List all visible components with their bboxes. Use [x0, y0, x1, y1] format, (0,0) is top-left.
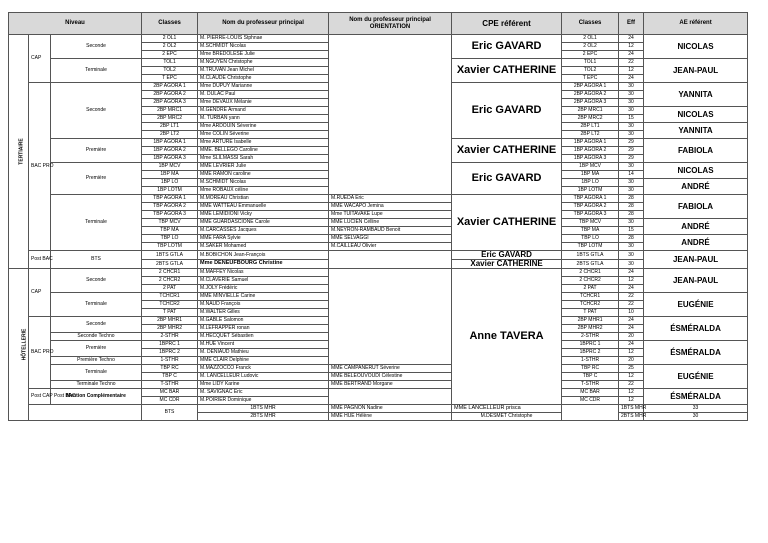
header-classes: Classes [142, 13, 198, 35]
level-cap: CAP [29, 269, 51, 317]
ae-referent: YANNITA [644, 83, 748, 107]
effectif: 24 [619, 317, 644, 325]
sublevel-seconde: Seconde [51, 83, 142, 139]
ae-referent: ANDRÉ [644, 235, 748, 251]
prof-principal: MME PAGNON Nadine [329, 405, 452, 413]
class-name-right: 2 OL2 [562, 43, 619, 51]
sublevel-terminale: Terminale [51, 365, 142, 381]
class-name-right: MC BAR [562, 389, 619, 397]
class-name-right: T-STHR [562, 381, 619, 389]
effectif: 30 [619, 131, 644, 139]
class-name: 2BTS MHR [198, 413, 329, 421]
prof-orientation: M.RUEDA Eric [329, 195, 452, 203]
effectif: 12 [619, 397, 644, 405]
sublevel-bts: BTS [142, 405, 198, 421]
prof-principal: M.TRUVAN Jean Michel [198, 67, 329, 75]
effectif: 30 [619, 251, 644, 260]
class-name-right: 2BP AGORA 2 [562, 91, 619, 99]
cpe-referent: Anne TAVERA [452, 269, 562, 405]
class-name-right: TBP AGORA 1 [562, 195, 619, 203]
class-name: 2BP AGORA 1 [142, 83, 198, 91]
prof-principal: M. DENIAUD Mathieu [198, 349, 329, 357]
class-name: TCHCR2 [142, 301, 198, 309]
prof-principal: Mme DUPUY Marianne [198, 83, 329, 91]
header-ae: AE référent [644, 13, 748, 35]
effectif: 28 [619, 235, 644, 243]
prof-principal: MME CLAIR Delphine [198, 357, 329, 365]
class-name: TBP C [142, 373, 198, 381]
effectif: 22 [619, 293, 644, 301]
class-name: 2BP LT2 [142, 131, 198, 139]
class-name-right: 1BTS GTLA [562, 251, 619, 260]
class-name: 2BP AGORA 2 [142, 91, 198, 99]
effectif: 30 [619, 260, 644, 269]
prof-principal: M.GENDRE Armand [198, 107, 329, 115]
class-name: 1BP LOTM [142, 187, 198, 195]
class-name: T PAT [142, 309, 198, 317]
prof-principal: Mme BREDOLESE Julie [198, 51, 329, 59]
class-name-right: TBP RC [562, 365, 619, 373]
class-name-right: TBP AGORA 3 [562, 211, 619, 219]
class-name-right: TCHCR1 [562, 293, 619, 301]
class-name-right: 1BP AGORA 1 [562, 139, 619, 147]
prof-principal: MME. BELLEGO Caroline [198, 147, 329, 155]
effectif: 28 [619, 195, 644, 203]
sublevel-mention: Mention Complémentaire [51, 389, 142, 405]
class-name: 2BP MHR1 [142, 317, 198, 325]
class-name-right: 2BP AGORA 1 [562, 83, 619, 91]
header-niveau: Niveau [9, 13, 142, 35]
class-table [8, 12, 748, 421]
class-name-right: 1BP AGORA 3 [562, 155, 619, 163]
prof-principal: M.MAFFEY Nicolas [198, 269, 329, 277]
effectif: 30 [619, 99, 644, 107]
class-name: MC CDR [142, 397, 198, 405]
cpe-referent [562, 405, 619, 421]
class-name: TBP LO [142, 235, 198, 243]
class-name-right: 2 CHCR1 [562, 269, 619, 277]
class-name-right: 2 CHCR2 [562, 277, 619, 285]
effectif: 30 [619, 187, 644, 195]
prof-orientation [329, 269, 452, 365]
class-name: 1BP AGORA 3 [142, 155, 198, 163]
effectif: 30 [619, 179, 644, 187]
sublevel-terminale: Terminale [51, 195, 142, 251]
prof-orientation: M.NEYRON-RAMBAUD Benoit [329, 227, 452, 235]
class-name-right: 2-STHR [562, 333, 619, 341]
sublevel-premiere-techno: Première Techno [51, 357, 142, 365]
cpe-referent: Eric GAVARD [452, 251, 562, 260]
class-name: TOL2 [142, 67, 198, 75]
class-name-right: 2 PAT [562, 285, 619, 293]
sublevel-seconde: Seconde [51, 317, 142, 333]
table-row [9, 269, 748, 277]
prof-principal: M. SAVIGNAC Eric [198, 389, 329, 397]
class-name: TBP AGORA 1 [142, 195, 198, 203]
effectif: 22 [619, 59, 644, 67]
header-cpe: CPE référent [452, 13, 562, 35]
prof-principal: MME HUE Hélène [329, 413, 452, 421]
ae-referent: FABIOLA [644, 195, 748, 219]
prof-principal: MME RAMON caroline [198, 171, 329, 179]
class-name: 2BP AGORA 3 [142, 99, 198, 107]
level-post-bac: Post BAC [29, 251, 51, 269]
prof-principal: Mme ROBAUX céline [198, 187, 329, 195]
table-row [9, 405, 748, 413]
sublevel-terminale: Terminale [51, 293, 142, 317]
class-name: TBP MCV [142, 219, 198, 227]
class-name: 1BP AGORA 1 [142, 139, 198, 147]
prof-principal: M.MAZZOCCO Franck [198, 365, 329, 373]
class-name: 1BTS GTLA [142, 251, 198, 260]
cpe-mme-lancelleur: MME LANCELLEUR prisca [452, 405, 562, 413]
prof-principal: M.POIRIER Dominique [198, 397, 329, 405]
prof-orientation [329, 389, 452, 405]
class-name-right: TBP MA [562, 227, 619, 235]
table-row [9, 365, 748, 373]
ae-referent: EUGÉNIE [644, 365, 748, 389]
class-name-right: 2 EPC [562, 51, 619, 59]
table-row [9, 381, 748, 389]
class-name: TBP AGORA 3 [142, 211, 198, 219]
effectif: 25 [619, 365, 644, 373]
ae-referent: ÉSMÉRALDA [644, 389, 748, 405]
sublevel-premiere: Première [51, 139, 142, 163]
effectif: 30 [619, 123, 644, 131]
table-row [9, 251, 748, 260]
prof-principal: M.GABLE Salomon [198, 317, 329, 325]
effectif: 24 [619, 75, 644, 83]
prof-orientation: M.CAILLEAU Olivier [329, 243, 452, 251]
prof-orientation: MME WACAPO Jemina [329, 203, 452, 211]
ae-referent: JEAN-PAUL [644, 59, 748, 83]
prof-principal: M. LANCELLEUR Ludovic [198, 373, 329, 381]
class-name-right: T PAT [562, 309, 619, 317]
prof-principal: Mme DEVAUX Mélanie [198, 99, 329, 107]
class-name-right: 2BP LT2 [562, 131, 619, 139]
class-name-right: 1BTS MHR [619, 405, 644, 413]
class-name: 1BTS MHR [198, 405, 329, 413]
effectif: 24 [619, 325, 644, 333]
class-name: 1-STHR [142, 357, 198, 365]
sublevel-premiere: Première [51, 341, 142, 357]
ae-referent: FABIOLA [644, 139, 748, 163]
ae-referent: NICOLAS [644, 163, 748, 179]
class-name: TOL1 [142, 59, 198, 67]
class-name: 2 OL1 [142, 35, 198, 43]
effectif: 10 [619, 309, 644, 317]
prof-principal: MME FARA Sylvie [198, 235, 329, 243]
effectif: 20 [619, 357, 644, 365]
class-name-right: TOL2 [562, 67, 619, 75]
prof-principal: M.SCHMIDT Nicolas [198, 179, 329, 187]
prof-principal: MME GUARDASCIONE Carole [198, 219, 329, 227]
class-name-right: 2BTS MHR [619, 413, 644, 421]
effectif: 30 [619, 83, 644, 91]
sublevel-terminale: Terminale [51, 59, 142, 83]
class-name: 1BP AGORA 2 [142, 147, 198, 155]
level-empty [29, 405, 142, 421]
effectif: 22 [619, 381, 644, 389]
cpe-referent: Eric GAVARD [452, 163, 562, 195]
sublevel-terminale-techno: Terminale Techno [51, 381, 142, 389]
class-name: 2 EPC [142, 51, 198, 59]
ae-referent: ÉSMÉRALDA [644, 317, 748, 341]
class-name-right: TBP MCV [562, 219, 619, 227]
header-eff: Eff [619, 13, 644, 35]
class-name-right: 2BP MRC1 [562, 107, 619, 115]
prof-principal: M.CLAUDE Christophe [198, 75, 329, 83]
effectif: 12 [619, 43, 644, 51]
cpe-referent: Xavier CATHERINE [452, 260, 562, 269]
class-name: 2 OL2 [142, 43, 198, 51]
prof-orientation: MME BELEOUVOUDI Célestine [329, 373, 452, 381]
effectif: 29 [619, 139, 644, 147]
ae-referent: JEAN-PAUL [644, 269, 748, 293]
prof-principal: Mme ARTURE Isabelle [198, 139, 329, 147]
section-hotellerie [9, 269, 29, 421]
class-name-right: TOL1 [562, 59, 619, 67]
effectif: 30 [619, 243, 644, 251]
prof-principal: Mme COLIN Séverine [198, 131, 329, 139]
effectif: 20 [619, 333, 644, 341]
class-name-right: 1BP LOTM [562, 187, 619, 195]
sublevel-bts: BTS [51, 251, 142, 269]
class-name-right: 2 OL1 [562, 35, 619, 43]
cpe-desmet: M.DESMET Christophe [452, 413, 562, 421]
effectif: 24 [619, 51, 644, 59]
ae-referent: ANDRÉ [644, 179, 748, 195]
prof-principal: Mme LIDY Karine [198, 381, 329, 389]
prof-principal: M.HUE Vincent [198, 341, 329, 349]
prof-orientation: Mme TUITAVAKE Lupe [329, 211, 452, 219]
effectif: 28 [619, 203, 644, 211]
class-name: 2BP MHR2 [142, 325, 198, 333]
class-name-right: 2BP LT1 [562, 123, 619, 131]
class-name-right: 2BP MHR2 [562, 325, 619, 333]
class-name: TBP LOTM [142, 243, 198, 251]
class-name-right: 1BP MCV [562, 163, 619, 171]
class-name-right: TBP LO [562, 235, 619, 243]
class-name: MC BAR [142, 389, 198, 397]
prof-principal: M. DULAC Paul [198, 91, 329, 99]
prof-orientation: MME BERTRAND Morgane [329, 381, 452, 389]
effectif: 24 [619, 269, 644, 277]
cpe-referent: Eric GAVARD [452, 83, 562, 139]
ae-referent: ANDRÉ [644, 219, 748, 235]
class-name-right: T EPC [562, 75, 619, 83]
effectif: 30 [619, 163, 644, 171]
effectif: 12 [619, 67, 644, 75]
prof-principal: M. PIERRE-LOUIS Stphnae [198, 35, 329, 43]
class-name: 1BPRC 2 [142, 349, 198, 357]
level-cap: CAP [29, 35, 51, 83]
prof-principal: M.CLAVERIE Samuel [198, 277, 329, 285]
class-name-right: MC CDR [562, 397, 619, 405]
class-name: TCHCR1 [142, 293, 198, 301]
class-name: T-STHR [142, 381, 198, 389]
cpe-referent: Xavier CATHERINE [452, 195, 562, 251]
cpe-referent: Xavier CATHERINE [452, 139, 562, 163]
ae-referent: NICOLAS [644, 35, 748, 59]
class-name-right: 2BP MRC2 [562, 115, 619, 123]
effectif: 12 [619, 349, 644, 357]
effectif: 33 [644, 405, 748, 413]
prof-principal: M.NGUYEN Christophe [198, 59, 329, 67]
section-tertiaire [9, 35, 29, 269]
class-name-right: 1BP MA [562, 171, 619, 179]
class-name: 2 CHCR1 [142, 269, 198, 277]
effectif: 30 [644, 413, 748, 421]
prof-orientation [329, 251, 452, 269]
cpe-referent: Eric GAVARD [452, 35, 562, 59]
table-row [9, 389, 748, 397]
class-name-right: TBP AGORA 2 [562, 203, 619, 211]
class-name: 1BP MCV [142, 163, 198, 171]
header-classes-right: Classes [562, 13, 619, 35]
effectif: 22 [619, 301, 644, 309]
class-name: TBP MA [142, 227, 198, 235]
sublevel-seconde-techno: Seconde Techno [51, 333, 142, 341]
effectif: 24 [619, 35, 644, 43]
prof-principal: Mme DENEUFBOURG Christine [198, 260, 329, 269]
effectif: 30 [619, 107, 644, 115]
prof-principal: M.SAKER Mohamed [198, 243, 329, 251]
prof-orientation: MME LUCIEN Célline [329, 219, 452, 227]
class-name-right: 1BP AGORA 2 [562, 147, 619, 155]
class-name-right: TBP LOTM [562, 243, 619, 251]
effectif: 12 [619, 389, 644, 397]
class-name-right: 1BPRC 2 [562, 349, 619, 357]
level-bac-pro: BAC PRO [29, 317, 51, 389]
effectif: 24 [619, 285, 644, 293]
prof-principal: MME LEMIDIONI Vicky [198, 211, 329, 219]
class-name: TBP RC [142, 365, 198, 373]
prof-principal: MME LEVRIER Julie [198, 163, 329, 171]
prof-orientation [329, 35, 452, 195]
level-post-cap-bac: Post CAP Post BAC [29, 389, 51, 405]
prof-principal: Mme SLILMASSI Sarah [198, 155, 329, 163]
effectif: 14 [619, 171, 644, 179]
ae-referent: NICOLAS [644, 107, 748, 123]
sublevel-seconde: Seconde [51, 269, 142, 293]
effectif: 12 [619, 373, 644, 381]
prof-principal: MME MINVIELLE Carine [198, 293, 329, 301]
class-name: 2BTS GTLA [142, 260, 198, 269]
table-row [9, 35, 748, 43]
prof-principal: M.LEFRAPPER ronan [198, 325, 329, 333]
class-name-right: 2BP AGORA 3 [562, 99, 619, 107]
effectif: 28 [619, 211, 644, 219]
effectif: 24 [619, 341, 644, 349]
effectif: 12 [619, 277, 644, 285]
prof-principal: Mme ARDOUIN Séverine [198, 123, 329, 131]
prof-orientation: MME SELVAGGI [329, 235, 452, 243]
ae-referent: ÉSMÉRALDA [644, 341, 748, 365]
class-name: 2BP LT1 [142, 123, 198, 131]
effectif: 29 [619, 147, 644, 155]
effectif: 29 [619, 155, 644, 163]
class-name: 1BP MA [142, 171, 198, 179]
header-prof-principal: Nom du professeur principal [198, 13, 329, 35]
class-name-right: 1BP LO [562, 179, 619, 187]
prof-principal: M.SCHMIDT Nicolas [198, 43, 329, 51]
class-name-right: 1BPRC 1 [562, 341, 619, 349]
section-tertiaire-label: TERTIAIRE [18, 138, 25, 165]
class-name: 2BP MRC1 [142, 107, 198, 115]
effectif: 30 [619, 219, 644, 227]
class-name-right: TCHCR2 [562, 301, 619, 309]
prof-principal: M.WALTER Gilles [198, 309, 329, 317]
ae-referent: YANNITA [644, 123, 748, 139]
effectif: 15 [619, 227, 644, 235]
header-prof-orientation: Nom du professeur principal ORIENTATION [329, 13, 452, 35]
prof-principal: M.JOLY Frédéric [198, 285, 329, 293]
class-name: 1BPRC 1 [142, 341, 198, 349]
class-assignment-sheet [8, 12, 747, 493]
cpe-referent: Xavier CATHERINE [452, 59, 562, 83]
class-name-right: 2BTS GTLA [562, 260, 619, 269]
prof-principal: M.BOBICHON Jean-François [198, 251, 329, 260]
prof-orientation: MME CAMPANERUT Séverine [329, 365, 452, 373]
prof-principal: M. TURBAN yann [198, 115, 329, 123]
class-name: T EPC [142, 75, 198, 83]
sublevel-seconde: Seconde [51, 35, 142, 59]
level-bac-pro: BAC PRO [29, 83, 51, 251]
class-name: 2 PAT [142, 285, 198, 293]
ae-referent: EUGÉNIE [644, 293, 748, 317]
class-name: 1BP LO [142, 179, 198, 187]
prof-principal: M.NAUD François [198, 301, 329, 309]
ae-referent: JEAN-PAUL [644, 251, 748, 269]
class-name-right: TBP C [562, 373, 619, 381]
section-hotellerie-label: HÔTELLERIE [21, 328, 28, 361]
prof-principal: M.MOREAU Christian [198, 195, 329, 203]
table-row [9, 195, 748, 203]
class-name: 2BP MRC2 [142, 115, 198, 123]
prof-principal: M.CARCASSES Jacques [198, 227, 329, 235]
class-name-right: 1-STHR [562, 357, 619, 365]
sublevel-premiere: Première [51, 163, 142, 195]
prof-principal: MME WATTEAU Emmanuelle [198, 203, 329, 211]
class-name: 2-STHR [142, 333, 198, 341]
effectif: 30 [619, 91, 644, 99]
effectif: 15 [619, 115, 644, 123]
prof-principal: M.HECQUET Sébastien [198, 333, 329, 341]
class-name-right: 2BP MHR1 [562, 317, 619, 325]
class-name: 2 CHCR2 [142, 277, 198, 285]
class-name: TBP AGORA 2 [142, 203, 198, 211]
